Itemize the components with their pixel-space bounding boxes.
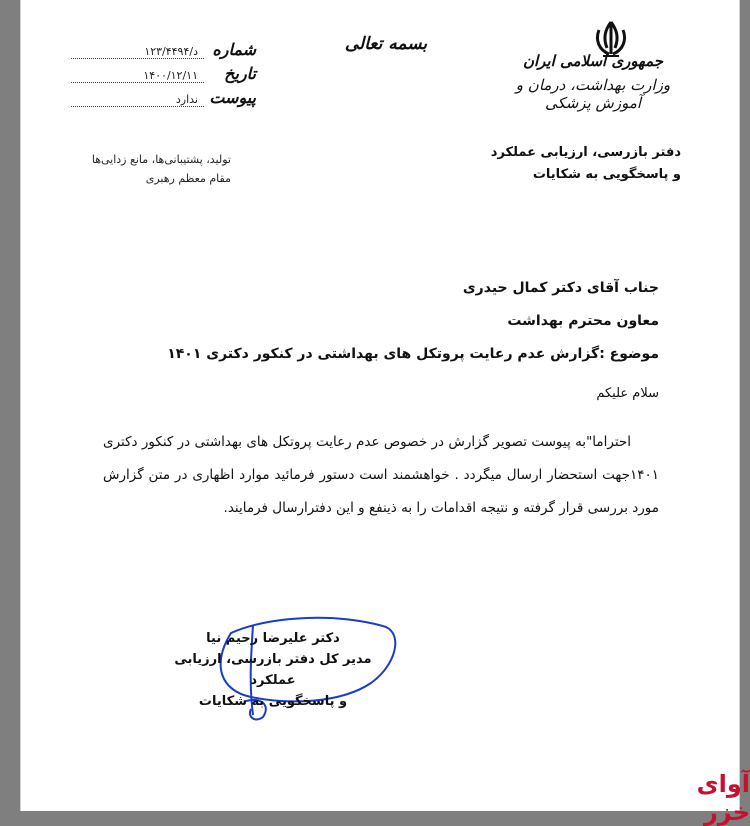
slogan-line-1: تولید، پشتیبانی‌ها، مانع زدایی‌ها: [91, 153, 231, 166]
signer-name: دکتر علیرضا رحیم نیا: [206, 631, 340, 646]
letter-subject: موضوع :گزارش عدم رعایت پروتکل های بهداشتی در کنکور دکتری ۱۴۰۱: [167, 346, 659, 362]
ministry-line-1: جمهوری اسلامی ایران: [522, 52, 664, 70]
number-value: د/۱۲۳/۴۴۹۴: [71, 45, 204, 59]
attachment-value: ندارد: [71, 93, 204, 107]
recipient-block: [99, 272, 659, 371]
ministry-line-2: وزارت بهداشت، درمان و آموزش پزشکی: [515, 76, 671, 112]
letter-meta: [71, 40, 256, 112]
watermark-text: آوای خزر: [696, 770, 750, 826]
signer-position-2: و پاسخگویی به شکایات: [198, 694, 348, 709]
ministry-logotype: [493, 52, 693, 112]
bismillah: بسمه تعالی: [344, 34, 428, 54]
letter-page: [20, 0, 740, 811]
number-row: [71, 40, 256, 64]
greeting: سلام علیکم: [596, 386, 659, 401]
office-line-1: دفتر بازرسی، ارزیابی عملکرد: [490, 145, 681, 160]
recipient-title: معاون محترم بهداشت: [507, 313, 659, 329]
office-line-2: و پاسخگویی به شکایات: [532, 167, 681, 182]
attachment-row: [71, 88, 256, 112]
signer-position-1: مدیر کل دفتر بازرسی، ارزیابی عملکرد: [174, 652, 372, 688]
letter-body: احتراما"به پیوست تصویر گزارش در خصوص عدم رعایت پروتکل های بهداشتی در کنکور دکتری ۱۴۰۱جهت استحضار ارسال میگردد . خواهشمند است دستور فرمائید موارد اظهاری در متن گزارش مورد بررسی قرار گرفته و نتیجه اقدامات را به ذینفع و این دفترارسال فرمایند.: [103, 434, 659, 516]
date-label: تاریخ: [224, 64, 256, 83]
date-value: ۱۴۰۰/۱۲/۱۱: [71, 69, 204, 83]
number-label: شماره: [212, 40, 256, 59]
date-row: [71, 64, 256, 88]
slogan: [71, 150, 231, 188]
office-name: [481, 142, 681, 186]
watermark-logo: [655, 770, 750, 826]
signature-block: [153, 628, 393, 712]
slogan-line-2: مقام معظم رهبری: [145, 172, 231, 185]
recipient-name: جناب آقای دکتر کمال حیدری: [462, 280, 659, 296]
attachment-label: پیوست: [209, 88, 256, 107]
